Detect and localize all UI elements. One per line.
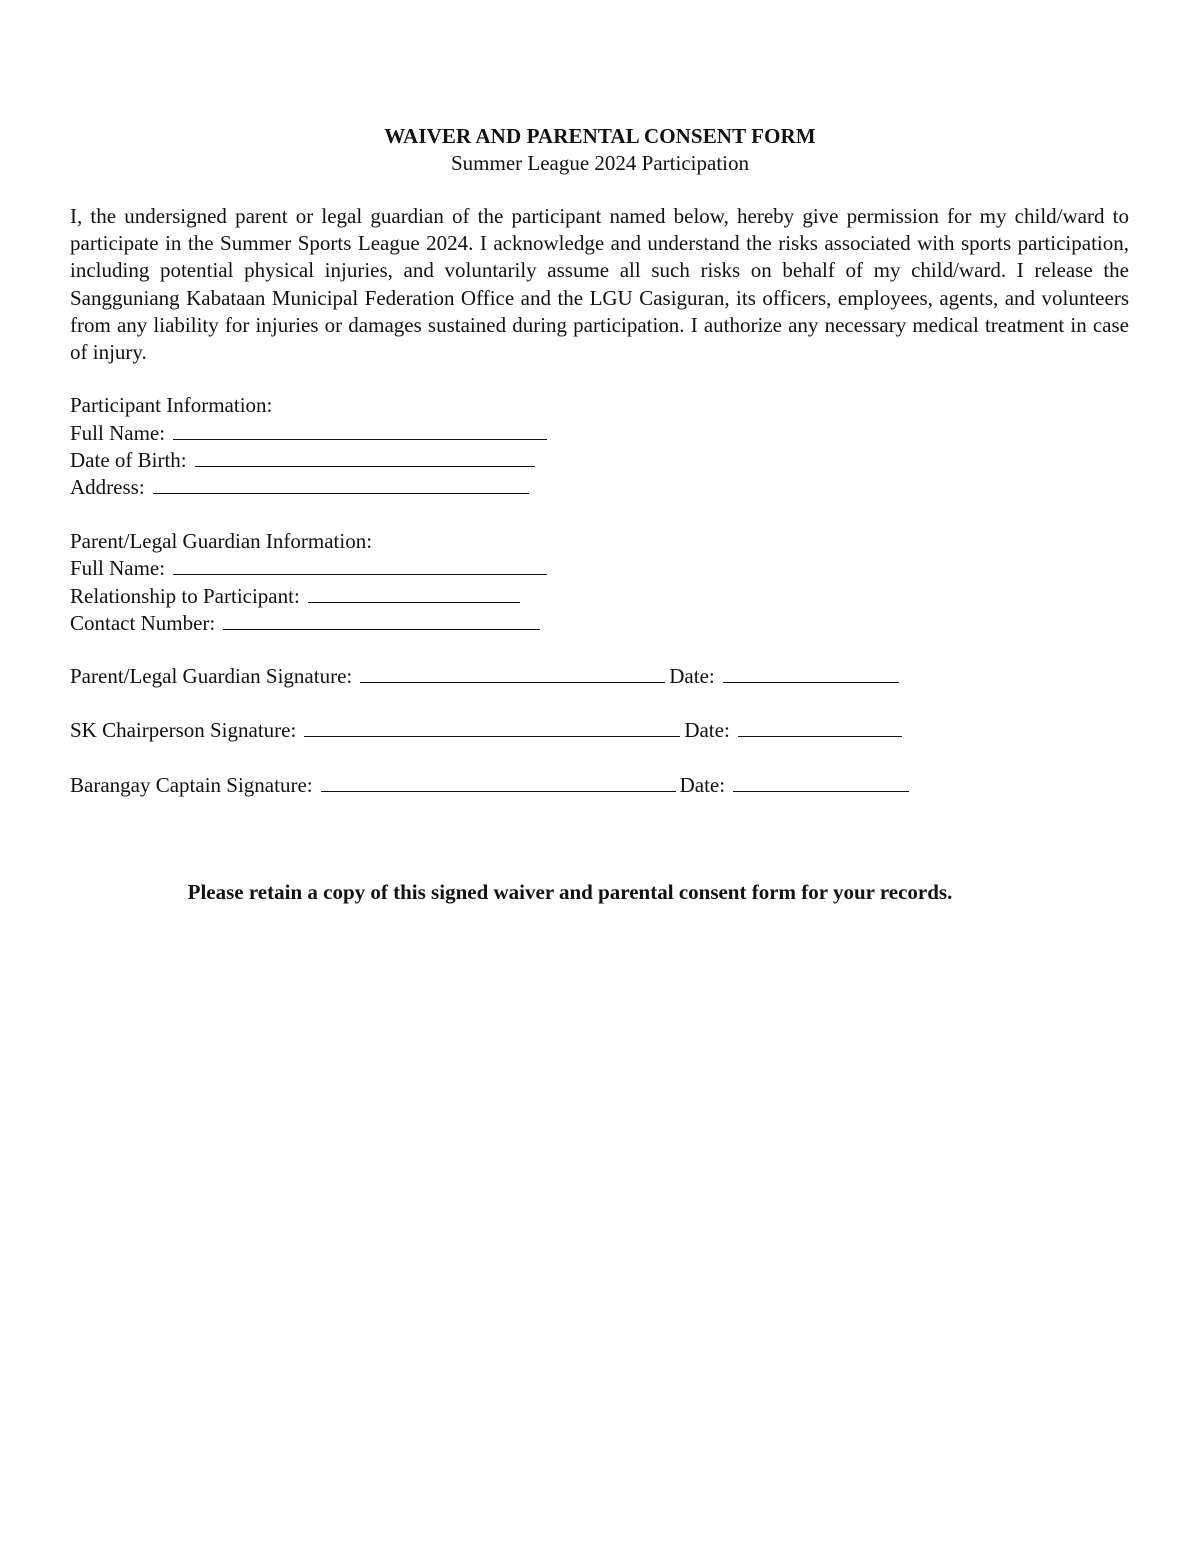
- guardian-heading-label: Parent/Legal Guardian Information:: [70, 529, 373, 553]
- captain-date-field[interactable]: [733, 773, 909, 792]
- participant-dob-field[interactable]: [195, 448, 535, 467]
- consent-paragraph: I, the undersigned parent or legal guardian of the participant named below, hereby give permission for my child/ward to participate in the Summer Sports League 2024. I acknowledge and understand the risks associated with sports participation, including potential physical injuries, and voluntarily assume all such risks on behalf of my child/ward. I release the Sangguniang Kabataan Municipal Federation Office and the LGU Casiguran, its officers, employees, agents, and volunteers from any liability for injuries or damages sustained during participation. I authorize any necessary medical treatment in case of injury.: [70, 204, 1129, 365]
- participant-address-label: Address:: [70, 475, 145, 499]
- guardian-full-name-row: [70, 556, 547, 581]
- captain-date-label: Date:: [679, 773, 726, 797]
- participant-full-name-row: [70, 421, 547, 446]
- form-subtitle: Summer League 2024 Participation: [450, 151, 749, 175]
- participant-dob-row: [70, 448, 535, 473]
- guardian-signature-field[interactable]: [360, 664, 665, 683]
- guardian-full-name-label: Full Name:: [70, 556, 166, 580]
- form-title: WAIVER AND PARENTAL CONSENT FORM: [384, 124, 816, 148]
- sk-date-field[interactable]: [738, 718, 902, 737]
- participant-dob-label: Date of Birth:: [70, 448, 187, 472]
- participant-heading-label: Participant Information:: [70, 393, 273, 417]
- guardian-date-label: Date:: [669, 664, 715, 688]
- retain-copy-note: Please retain a copy of this signed waiver and parental consent form for your records.: [187, 880, 953, 904]
- guardian-contact-field[interactable]: [223, 611, 540, 630]
- sk-signature-field[interactable]: [304, 718, 680, 737]
- guardian-date-field[interactable]: [723, 664, 899, 683]
- participant-address-field[interactable]: [153, 475, 529, 494]
- sk-signature-row: [70, 718, 902, 743]
- guardian-contact-label: Contact Number:: [70, 611, 216, 635]
- participant-heading: [70, 393, 272, 418]
- participant-full-name-label: Full Name:: [70, 421, 166, 445]
- sk-signature-label: SK Chairperson Signature:: [70, 718, 297, 742]
- guardian-relationship-row: [70, 584, 520, 609]
- captain-signature-field[interactable]: [321, 773, 676, 792]
- guardian-relationship-label: Relationship to Participant:: [70, 584, 300, 608]
- guardian-relationship-field[interactable]: [308, 584, 520, 603]
- guardian-heading: [70, 529, 372, 554]
- participant-full-name-field[interactable]: [173, 421, 547, 440]
- guardian-contact-row: [70, 611, 540, 636]
- participant-address-row: [70, 475, 529, 500]
- guardian-full-name-field[interactable]: [173, 556, 547, 575]
- captain-signature-row: [70, 773, 909, 798]
- guardian-signature-label: Parent/Legal Guardian Signature:: [70, 664, 353, 688]
- sk-date-label: Date:: [684, 718, 730, 742]
- captain-signature-label: Barangay Captain Signature:: [70, 773, 313, 797]
- guardian-signature-row: [70, 664, 899, 689]
